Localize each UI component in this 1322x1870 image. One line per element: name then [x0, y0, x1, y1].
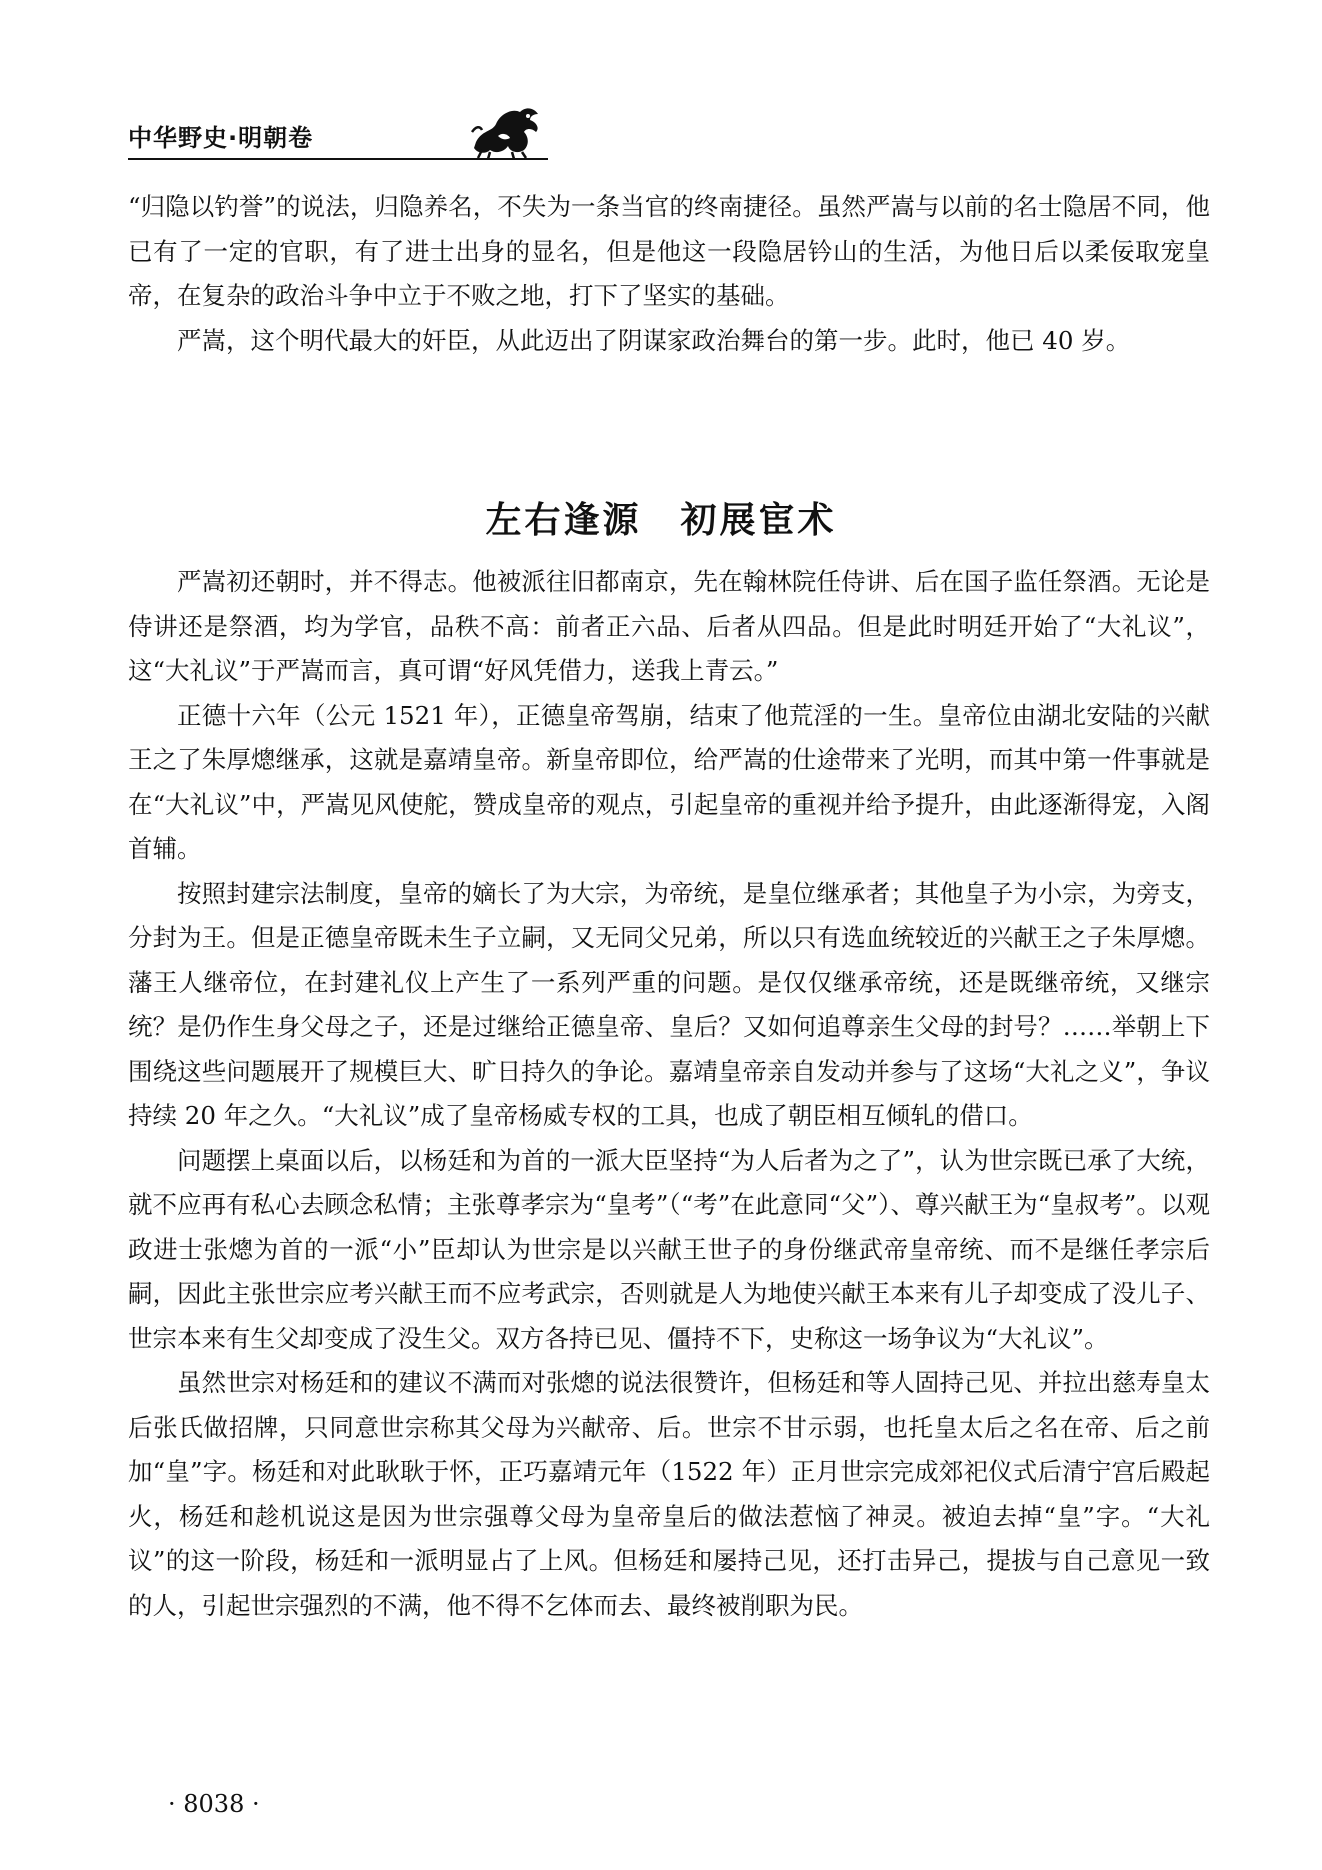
section-heading: 左右逢源 初展宦术	[485, 499, 837, 541]
paragraph: 问题摆上桌面以后，以杨廷和为首的一派大臣坚持“为人后者为之了”，认为世宗既已承了大统，就不应再有私心去顾念私情；主张尊孝宗为“皇考”（“考”在此意同“父”）、尊兴献王为“皇叔考”。以观政进士张熜为首的一派“小”臣却认为世宗是以兴献王世子的身份继武帝皇帝统、而不是继任孝宗后嗣，因此主张世宗应考兴献王而不应考武宗，否则就是人为地使兴献王本来有儿子却变成了没儿子、世宗本来有生父却变成了没生父。双方各持已见、僵持不下，史称这一场争议为“大礼议”。	[128, 1145, 1210, 1353]
paragraph: 虽然世宗对杨廷和的建议不满而对张熜的说法很赞许，但杨廷和等人固持己见、并拉出慈寿皇太后张氏做招牌，只同意世宗称其父母为兴献帝、后。世宗不甘示弱，也托皇太后之名在帝、后之前加“皇”字。杨廷和对此耿耿于怀，正巧嘉靖元年（1522 年）正月世宗完成郊祀仪式后清宁宫后殿起火，杨廷和趁机说这是因为世宗强尊父母为皇帝皇后的做法惹恼了神灵。被迫去掉“皇”字。“大礼议”的这一阶段，杨廷和一派明显占了上风。但杨廷和屡持己见，还打击异己，提拔与自己意见一致的人，引起世宗强烈的不满，他不得不乞体而去、最终被削职为民。	[128, 1368, 1210, 1620]
paragraph: 正德十六年（公元 1521 年），正德皇帝驾崩，结束了他荒淫的一生。皇帝位由湖北安陆的兴献王之了朱厚熜继承，这就是嘉靖皇帝。新皇帝即位，给严嵩的仕途带来了光明，而其中第一件事就是在“大礼议”中，严嵩见风使舵，赞成皇帝的观点，引起皇帝的重视并给予提升，由此逐渐得宠，入阁首辅。	[128, 700, 1210, 863]
main-text-block	[128, 560, 1210, 1628]
paragraph: 按照封建宗法制度，皇帝的嫡长了为大宗，为帝统，是皇位继承者；其他皇子为小宗，为旁支，分封为王。但是正德皇帝既未生子立嗣，又无同父兄弟，所以只有选血统较近的兴献王之子朱厚熜。藩王人继帝位，在封建礼仪上产生了一系列严重的问题。是仅仅继承帝统，还是既继帝统，又继宗统？是仍作生身父母之子，还是过继给正德皇帝、皇后？又如何追尊亲生父母的封号？……举朝上下围绕这些问题展开了规模巨大、旷日持久的争论。嘉靖皇帝亲自发动并参与了这场“大礼之义”，争议持续 20 年之久。“大礼议”成了皇帝杨威专权的工具，也成了朝臣相互倾轧的借口。	[128, 878, 1210, 1130]
header-rule	[128, 158, 548, 160]
series-title: 中华野史·明朝卷	[128, 124, 314, 152]
dragon-icon	[468, 102, 546, 160]
paragraph: 严嵩，这个明代最大的奸臣，从此迈出了阴谋家政治舞台的第一步。此时，他已 40 岁。	[177, 325, 1131, 355]
top-text-block	[128, 185, 1210, 363]
page-number: · 8038 ·	[168, 1790, 260, 1818]
running-header	[128, 102, 548, 162]
paragraph: 严嵩初还朝时，并不得志。他被派往旧都南京，先在翰林院任侍讲、后在国子监任祭酒。无论是侍讲还是祭酒，均为学官，品秩不高：前者正六品、后者从四品。但是此时明廷开始了“大礼议”，这“大礼议”于严嵩而言，真可谓“好风凭借力，送我上青云。”	[128, 567, 1210, 685]
paragraph: “归隐以钓誉”的说法，归隐养名，不失为一条当官的终南捷径。虽然严嵩与以前的名士隐居不同，他已有了一定的官职，有了进士出身的显名，但是他这一段隐居钤山的生活，为他日后以柔佞取宠皇帝，在复杂的政治斗争中立于不败之地，打下了坚实的基础。	[128, 192, 1210, 310]
